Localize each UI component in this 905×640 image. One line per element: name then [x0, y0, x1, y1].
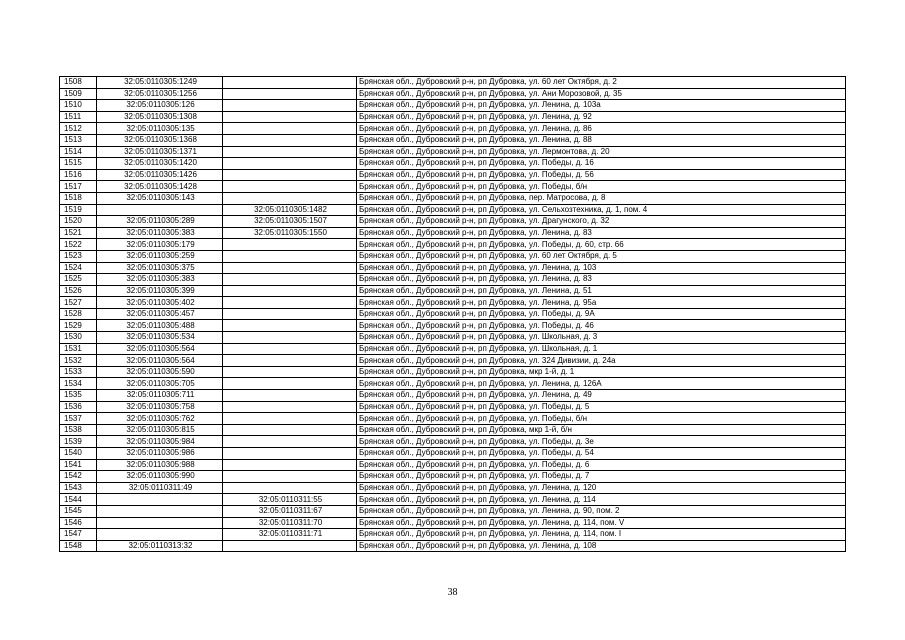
cadastral-number-2-cell	[223, 297, 357, 309]
cadastral-number-2-cell	[223, 355, 357, 367]
cadastral-number-cell: 32:05:0110305:402	[97, 297, 223, 309]
cadastral-number-cell: 32:05:0110305:1420	[97, 158, 223, 170]
cadastral-number-cell	[97, 494, 223, 506]
address-cell: Брянская обл., Дубровский р-н, рп Дубровка, ул. Победы, д. 54	[357, 448, 846, 460]
cadastral-number-2-cell: 32:05:0110311:67	[223, 505, 357, 517]
address-cell: Брянская обл., Дубровский р-н, рп Дубровка, ул. Победы, д. 56	[357, 169, 846, 181]
cadastral-number-cell: 32:05:0110305:1308	[97, 111, 223, 123]
row-number-cell: 1511	[60, 111, 97, 123]
cadastral-number-cell: 32:05:0110311:49	[97, 482, 223, 494]
row-number-cell: 1536	[60, 401, 97, 413]
row-number-cell: 1543	[60, 482, 97, 494]
row-number-cell: 1527	[60, 297, 97, 309]
cadastral-number-2-cell: 32:05:0110305:1550	[223, 227, 357, 239]
cadastral-number-2-cell	[223, 88, 357, 100]
cadastral-number-cell: 32:05:0110305:1256	[97, 88, 223, 100]
cadastral-number-2-cell	[223, 378, 357, 390]
cadastral-number-cell: 32:05:0110305:383	[97, 274, 223, 286]
cadastral-number-cell	[97, 517, 223, 529]
table-row	[60, 88, 846, 100]
table-row	[60, 123, 846, 135]
table-body	[60, 77, 846, 552]
table-row	[60, 181, 846, 193]
cadastral-number-2-cell: 32:05:0110311:70	[223, 517, 357, 529]
cadastral-number-cell: 32:05:0110305:815	[97, 424, 223, 436]
table-row	[60, 494, 846, 506]
row-number-cell: 1515	[60, 158, 97, 170]
cadastral-number-cell: 32:05:0110305:534	[97, 332, 223, 344]
cadastral-number-cell: 32:05:0110305:289	[97, 216, 223, 228]
cadastral-number-2-cell	[223, 134, 357, 146]
cadastral-number-2-cell	[223, 413, 357, 425]
table-row	[60, 262, 846, 274]
table-row	[60, 250, 846, 262]
table-row	[60, 169, 846, 181]
cadastral-number-cell: 32:05:0110305:375	[97, 262, 223, 274]
table-row	[60, 401, 846, 413]
cadastral-number-cell: 32:05:0110305:1426	[97, 169, 223, 181]
row-number-cell: 1517	[60, 181, 97, 193]
address-cell: Брянская обл., Дубровский р-н, рп Дубровка, ул. Ленина, д. 114, пом. I	[357, 529, 846, 541]
row-number-cell: 1523	[60, 250, 97, 262]
cadastral-number-2-cell: 32:05:0110305:1482	[223, 204, 357, 216]
address-cell: Брянская обл., Дубровский р-н, рп Дубровка, ул. Победы, д. 60, стр. 66	[357, 239, 846, 251]
row-number-cell: 1509	[60, 88, 97, 100]
row-number-cell: 1542	[60, 471, 97, 483]
address-cell: Брянская обл., Дубровский р-н, рп Дубровка, мкр 1-й, д. 1	[357, 366, 846, 378]
cadastral-number-cell: 32:05:0110305:1249	[97, 77, 223, 89]
cadastral-number-2-cell: 32:05:0110311:55	[223, 494, 357, 506]
row-number-cell: 1525	[60, 274, 97, 286]
address-cell: Брянская обл., Дубровский р-н, рп Дубровка, ул. Победы, д. 6	[357, 459, 846, 471]
cadastral-number-cell: 32:05:0110313:32	[97, 540, 223, 552]
cadastral-number-2-cell	[223, 169, 357, 181]
cadastral-number-cell: 32:05:0110305:986	[97, 448, 223, 460]
cadastral-number-2-cell	[223, 482, 357, 494]
table-row	[60, 111, 846, 123]
address-cell: Брянская обл., Дубровский р-н, рп Дубровка, ул. Ленина, д. 114, пом. V	[357, 517, 846, 529]
cadastral-number-cell: 32:05:0110305:758	[97, 401, 223, 413]
cadastral-number-2-cell	[223, 181, 357, 193]
address-cell: Брянская обл., Дубровский р-н, рп Дубровка, ул. Ленина, д. 108	[357, 540, 846, 552]
cadastral-number-2-cell	[223, 274, 357, 286]
cadastral-number-cell: 32:05:0110305:1371	[97, 146, 223, 158]
table-row	[60, 390, 846, 402]
row-number-cell: 1516	[60, 169, 97, 181]
address-cell: Брянская обл., Дубровский р-н, рп Дубровка, ул. Ленина, д. 83	[357, 274, 846, 286]
cadastral-number-2-cell	[223, 262, 357, 274]
cadastral-number-cell	[97, 204, 223, 216]
table-row	[60, 297, 846, 309]
address-cell: Брянская обл., Дубровский р-н, рп Дубровка, ул. Ленина, д. 92	[357, 111, 846, 123]
cadastral-number-2-cell	[223, 100, 357, 112]
cadastral-number-2-cell	[223, 77, 357, 89]
cadastral-number-2-cell	[223, 239, 357, 251]
address-cell: Брянская обл., Дубровский р-н, рп Дубровка, пер. Матросова, д. 8	[357, 192, 846, 204]
row-number-cell: 1529	[60, 320, 97, 332]
table-row	[60, 308, 846, 320]
row-number-cell: 1534	[60, 378, 97, 390]
cadastral-number-2-cell: 32:05:0110311:71	[223, 529, 357, 541]
cadastral-number-cell: 32:05:0110305:988	[97, 459, 223, 471]
row-number-cell: 1514	[60, 146, 97, 158]
row-number-cell: 1512	[60, 123, 97, 135]
cadastral-number-cell: 32:05:0110305:488	[97, 320, 223, 332]
table-row	[60, 378, 846, 390]
address-cell: Брянская обл., Дубровский р-н, рп Дубровка, ул. Школьная, д. 1	[357, 343, 846, 355]
row-number-cell: 1526	[60, 285, 97, 297]
row-number-cell: 1520	[60, 216, 97, 228]
row-number-cell: 1518	[60, 192, 97, 204]
address-cell: Брянская обл., Дубровский р-н, рп Дубровка, ул. Ани Морозовой, д. 35	[357, 88, 846, 100]
cadastral-number-cell: 32:05:0110305:564	[97, 343, 223, 355]
cadastral-number-2-cell	[223, 540, 357, 552]
row-number-cell: 1541	[60, 459, 97, 471]
cadastral-number-cell: 32:05:0110305:1428	[97, 181, 223, 193]
address-cell: Брянская обл., Дубровский р-н, рп Дубровка, ул. Победы, д. 46	[357, 320, 846, 332]
table-row	[60, 227, 846, 239]
cadastral-number-cell: 32:05:0110305:762	[97, 413, 223, 425]
row-number-cell: 1522	[60, 239, 97, 251]
cadastral-number-2-cell	[223, 158, 357, 170]
row-number-cell: 1524	[60, 262, 97, 274]
cadastral-number-2-cell	[223, 146, 357, 158]
table-row	[60, 424, 846, 436]
cadastral-number-cell: 32:05:0110305:179	[97, 239, 223, 251]
address-cell: Брянская обл., Дубровский р-н, рп Дубровка, ул. Победы, д. 16	[357, 158, 846, 170]
cadastral-number-2-cell	[223, 436, 357, 448]
address-cell: Брянская обл., Дубровский р-н, рп Дубровка, ул. Победы, д. 5	[357, 401, 846, 413]
cadastral-number-2-cell	[223, 401, 357, 413]
cadastral-number-2-cell	[223, 343, 357, 355]
address-cell: Брянская обл., Дубровский р-н, рп Дубровка, ул. Ленина, д. 88	[357, 134, 846, 146]
address-cell: Брянская обл., Дубровский р-н, рп Дубровка, ул. Лермонтова, д. 20	[357, 146, 846, 158]
row-number-cell: 1544	[60, 494, 97, 506]
row-number-cell: 1532	[60, 355, 97, 367]
cadastral-number-cell: 32:05:0110305:984	[97, 436, 223, 448]
row-number-cell: 1537	[60, 413, 97, 425]
cadastral-number-2-cell	[223, 366, 357, 378]
table-row	[60, 158, 846, 170]
address-cell: Брянская обл., Дубровский р-н, рп Дубровка, ул. Ленина, д. 103а	[357, 100, 846, 112]
address-cell: Брянская обл., Дубровский р-н, рп Дубровка, ул. Ленина, д. 120	[357, 482, 846, 494]
table-row	[60, 471, 846, 483]
page-number: 38	[447, 587, 458, 598]
cadastral-number-cell: 32:05:0110305:259	[97, 250, 223, 262]
cadastral-number-2-cell	[223, 424, 357, 436]
address-cell: Брянская обл., Дубровский р-н, рп Дубровка, ул. Ленина, д. 103	[357, 262, 846, 274]
table-row	[60, 413, 846, 425]
row-number-cell: 1510	[60, 100, 97, 112]
cadastral-number-2-cell	[223, 448, 357, 460]
cadastral-number-2-cell	[223, 285, 357, 297]
address-cell: Брянская обл., Дубровский р-н, рп Дубровка, ул. 60 лет Октября, д. 2	[357, 77, 846, 89]
cadastral-number-2-cell: 32:05:0110305:1507	[223, 216, 357, 228]
address-cell: Брянская обл., Дубровский р-н, рп Дубровка, ул. Ленина, д. 95а	[357, 297, 846, 309]
cadastral-number-2-cell	[223, 459, 357, 471]
table-row	[60, 285, 846, 297]
table-row	[60, 332, 846, 344]
row-number-cell: 1521	[60, 227, 97, 239]
table-row	[60, 540, 846, 552]
table-row	[60, 146, 846, 158]
cadastral-number-2-cell	[223, 332, 357, 344]
table-row	[60, 459, 846, 471]
row-number-cell: 1546	[60, 517, 97, 529]
row-number-cell: 1530	[60, 332, 97, 344]
address-cell: Брянская обл., Дубровский р-н, рп Дубровка, ул. Сельхозтехника, д. 1, пом. 4	[357, 204, 846, 216]
table-row	[60, 320, 846, 332]
cadastral-number-cell: 32:05:0110305:126	[97, 100, 223, 112]
table-row	[60, 505, 846, 517]
table-row	[60, 448, 846, 460]
row-number-cell: 1535	[60, 390, 97, 402]
cadastral-number-cell: 32:05:0110305:135	[97, 123, 223, 135]
cadastral-number-cell: 32:05:0110305:383	[97, 227, 223, 239]
cadastral-number-2-cell	[223, 250, 357, 262]
row-number-cell: 1528	[60, 308, 97, 320]
property-table	[59, 76, 846, 552]
row-number-cell: 1540	[60, 448, 97, 460]
address-cell: Брянская обл., Дубровский р-н, рп Дубровка, ул. Ленина, д. 90, пом. 2	[357, 505, 846, 517]
table-row	[60, 436, 846, 448]
address-cell: Брянская обл., Дубровский р-н, рп Дубровка, ул. Победы, д. 9А	[357, 308, 846, 320]
cadastral-number-2-cell	[223, 111, 357, 123]
cadastral-number-cell: 32:05:0110305:990	[97, 471, 223, 483]
table-row	[60, 100, 846, 112]
address-cell: Брянская обл., Дубровский р-н, рп Дубровка, ул. Победы, б/н	[357, 181, 846, 193]
table-row	[60, 204, 846, 216]
row-number-cell: 1508	[60, 77, 97, 89]
address-cell: Брянская обл., Дубровский р-н, рп Дубровка, ул. Ленина, д. 83	[357, 227, 846, 239]
address-cell: Брянская обл., Дубровский р-н, рп Дубровка, ул. Победы, б/н	[357, 413, 846, 425]
address-cell: Брянская обл., Дубровский р-н, рп Дубровка, ул. Ленина, д. 114	[357, 494, 846, 506]
row-number-cell: 1545	[60, 505, 97, 517]
cadastral-number-cell	[97, 529, 223, 541]
cadastral-number-2-cell	[223, 192, 357, 204]
address-cell: Брянская обл., Дубровский р-н, рп Дубровка, ул. Драгунского, д. 32	[357, 216, 846, 228]
cadastral-number-2-cell	[223, 390, 357, 402]
address-cell: Брянская обл., Дубровский р-н, рп Дубровка, ул. Ленина, д. 49	[357, 390, 846, 402]
table-row	[60, 482, 846, 494]
cadastral-number-cell: 32:05:0110305:564	[97, 355, 223, 367]
table-row	[60, 366, 846, 378]
table-row	[60, 274, 846, 286]
address-cell: Брянская обл., Дубровский р-н, рп Дубровка, ул. Ленина, д. 86	[357, 123, 846, 135]
cadastral-number-cell: 32:05:0110305:711	[97, 390, 223, 402]
address-cell: Брянская обл., Дубровский р-н, рп Дубровка, мкр 1-й, б/н	[357, 424, 846, 436]
row-number-cell: 1539	[60, 436, 97, 448]
cadastral-number-2-cell	[223, 123, 357, 135]
table-row	[60, 529, 846, 541]
row-number-cell: 1538	[60, 424, 97, 436]
cadastral-number-cell	[97, 505, 223, 517]
row-number-cell: 1513	[60, 134, 97, 146]
row-number-cell: 1533	[60, 366, 97, 378]
cadastral-number-cell: 32:05:0110305:143	[97, 192, 223, 204]
table-row	[60, 343, 846, 355]
address-cell: Брянская обл., Дубровский р-н, рп Дубровка, ул. Ленина, д. 51	[357, 285, 846, 297]
cadastral-number-cell: 32:05:0110305:590	[97, 366, 223, 378]
address-cell: Брянская обл., Дубровский р-н, рп Дубровка, ул. Школьная, д. 3	[357, 332, 846, 344]
table-row	[60, 216, 846, 228]
row-number-cell: 1531	[60, 343, 97, 355]
cadastral-number-2-cell	[223, 308, 357, 320]
address-cell: Брянская обл., Дубровский р-н, рп Дубровка, ул. Ленина, д. 126А	[357, 378, 846, 390]
table-row	[60, 77, 846, 89]
row-number-cell: 1548	[60, 540, 97, 552]
cadastral-number-cell: 32:05:0110305:705	[97, 378, 223, 390]
cadastral-number-cell: 32:05:0110305:457	[97, 308, 223, 320]
address-cell: Брянская обл., Дубровский р-н, рп Дубровка, ул. Победы, д. 7	[357, 471, 846, 483]
table-row	[60, 517, 846, 529]
table-row	[60, 192, 846, 204]
address-cell: Брянская обл., Дубровский р-н, рп Дубровка, ул. 324 Дивизии, д. 24а	[357, 355, 846, 367]
cadastral-number-cell: 32:05:0110305:1368	[97, 134, 223, 146]
table-row	[60, 134, 846, 146]
cadastral-number-2-cell	[223, 471, 357, 483]
address-cell: Брянская обл., Дубровский р-н, рп Дубровка, ул. Победы, д. 3е	[357, 436, 846, 448]
table-row	[60, 239, 846, 251]
table-row	[60, 355, 846, 367]
cadastral-number-2-cell	[223, 320, 357, 332]
cadastral-number-cell: 32:05:0110305:399	[97, 285, 223, 297]
row-number-cell: 1547	[60, 529, 97, 541]
row-number-cell: 1519	[60, 204, 97, 216]
address-cell: Брянская обл., Дубровский р-н, рп Дубровка, ул. 60 лет Октября, д. 5	[357, 250, 846, 262]
